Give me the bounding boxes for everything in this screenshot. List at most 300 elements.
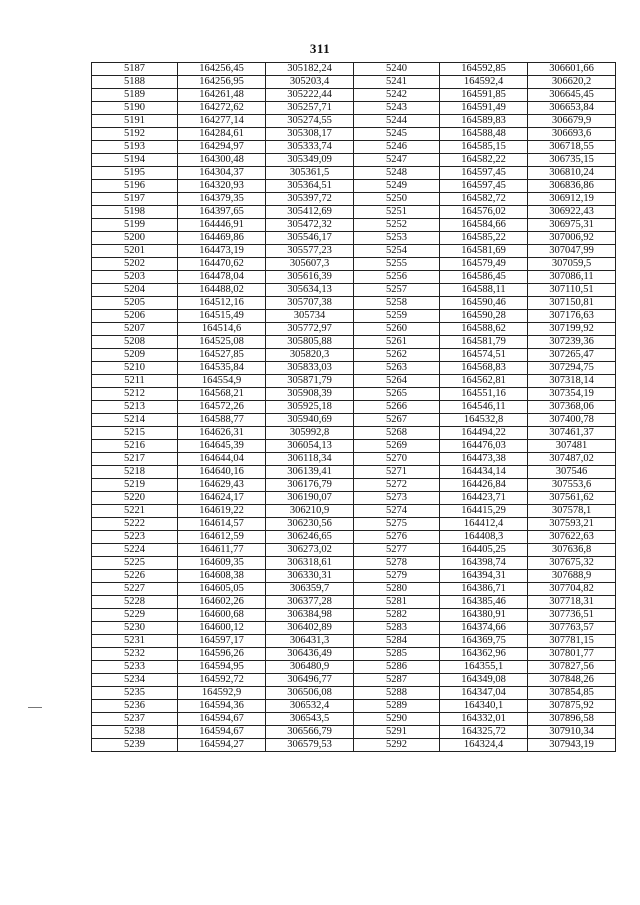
table-row (92, 596, 616, 609)
x-coordinate-cell: 164379,35 (178, 193, 266, 206)
table-row (92, 271, 616, 284)
x-coordinate-cell: 164423,71 (440, 492, 528, 505)
y-coordinate-cell: 306190,07 (266, 492, 354, 505)
point-number-cell: 5188 (92, 76, 178, 89)
point-number-cell: 5216 (92, 440, 178, 453)
y-coordinate-cell: 305772,97 (266, 323, 354, 336)
point-number-cell: 5209 (92, 349, 178, 362)
y-coordinate-cell: 306679,9 (528, 115, 616, 128)
table-row (92, 726, 616, 739)
table-row (92, 141, 616, 154)
table-row (92, 570, 616, 583)
point-number-cell: 5196 (92, 180, 178, 193)
x-coordinate-cell: 164320,93 (178, 180, 266, 193)
point-number-cell: 5203 (92, 271, 178, 284)
margin-mark (28, 707, 42, 708)
point-number-cell: 5254 (354, 245, 440, 258)
y-coordinate-cell: 307239,36 (528, 336, 616, 349)
point-number-cell: 5250 (354, 193, 440, 206)
x-coordinate-cell: 164640,16 (178, 466, 266, 479)
table-row (92, 687, 616, 700)
x-coordinate-cell: 164284,61 (178, 128, 266, 141)
table-row (92, 297, 616, 310)
y-coordinate-cell: 307546 (528, 466, 616, 479)
y-coordinate-cell: 306054,13 (266, 440, 354, 453)
y-coordinate-cell: 306384,98 (266, 609, 354, 622)
point-number-cell: 5187 (92, 63, 178, 76)
table-row (92, 375, 616, 388)
y-coordinate-cell: 305274,55 (266, 115, 354, 128)
x-coordinate-cell: 164611,77 (178, 544, 266, 557)
y-coordinate-cell: 305412,69 (266, 206, 354, 219)
point-number-cell: 5193 (92, 141, 178, 154)
y-coordinate-cell: 306601,66 (528, 63, 616, 76)
y-coordinate-cell: 306318,61 (266, 557, 354, 570)
point-number-cell: 5207 (92, 323, 178, 336)
y-coordinate-cell: 306176,79 (266, 479, 354, 492)
y-coordinate-cell: 305908,39 (266, 388, 354, 401)
x-coordinate-cell: 164600,12 (178, 622, 266, 635)
y-coordinate-cell: 307704,82 (528, 583, 616, 596)
x-coordinate-cell: 164592,4 (440, 76, 528, 89)
point-number-cell: 5272 (354, 479, 440, 492)
point-number-cell: 5229 (92, 609, 178, 622)
y-coordinate-cell: 305308,17 (266, 128, 354, 141)
point-number-cell: 5202 (92, 258, 178, 271)
point-number-cell: 5201 (92, 245, 178, 258)
x-coordinate-cell: 164582,22 (440, 154, 528, 167)
x-coordinate-cell: 164605,05 (178, 583, 266, 596)
y-coordinate-cell: 306718,55 (528, 141, 616, 154)
table-row (92, 648, 616, 661)
point-number-cell: 5208 (92, 336, 178, 349)
coordinates-table (91, 62, 616, 752)
point-number-cell: 5195 (92, 167, 178, 180)
x-coordinate-cell: 164591,49 (440, 102, 528, 115)
x-coordinate-cell: 164594,95 (178, 661, 266, 674)
y-coordinate-cell: 307561,62 (528, 492, 616, 505)
y-coordinate-cell: 307487,02 (528, 453, 616, 466)
y-coordinate-cell: 307086,11 (528, 271, 616, 284)
x-coordinate-cell: 164588,77 (178, 414, 266, 427)
y-coordinate-cell: 307553,6 (528, 479, 616, 492)
table-row (92, 219, 616, 232)
point-number-cell: 5252 (354, 219, 440, 232)
point-number-cell: 5268 (354, 427, 440, 440)
x-coordinate-cell: 164586,45 (440, 271, 528, 284)
y-coordinate-cell: 307150,81 (528, 297, 616, 310)
table-row (92, 427, 616, 440)
y-coordinate-cell: 306653,84 (528, 102, 616, 115)
x-coordinate-cell: 164397,65 (178, 206, 266, 219)
point-number-cell: 5246 (354, 141, 440, 154)
y-coordinate-cell: 306532,4 (266, 700, 354, 713)
x-coordinate-cell: 164588,48 (440, 128, 528, 141)
x-coordinate-cell: 164470,62 (178, 258, 266, 271)
point-number-cell: 5214 (92, 414, 178, 427)
x-coordinate-cell: 164514,6 (178, 323, 266, 336)
y-coordinate-cell: 306359,7 (266, 583, 354, 596)
x-coordinate-cell: 164374,66 (440, 622, 528, 635)
x-coordinate-cell: 164272,62 (178, 102, 266, 115)
point-number-cell: 5278 (354, 557, 440, 570)
x-coordinate-cell: 164562,81 (440, 375, 528, 388)
table-row (92, 479, 616, 492)
y-coordinate-cell: 306330,31 (266, 570, 354, 583)
point-number-cell: 5286 (354, 661, 440, 674)
y-coordinate-cell: 305833,03 (266, 362, 354, 375)
point-number-cell: 5204 (92, 284, 178, 297)
point-number-cell: 5238 (92, 726, 178, 739)
y-coordinate-cell: 307059,5 (528, 258, 616, 271)
table-row (92, 531, 616, 544)
x-coordinate-cell: 164408,3 (440, 531, 528, 544)
y-coordinate-cell: 306506,08 (266, 687, 354, 700)
y-coordinate-cell: 307199,92 (528, 323, 616, 336)
x-coordinate-cell: 164332,01 (440, 713, 528, 726)
point-number-cell: 5277 (354, 544, 440, 557)
x-coordinate-cell: 164619,22 (178, 505, 266, 518)
point-number-cell: 5263 (354, 362, 440, 375)
x-coordinate-cell: 164476,03 (440, 440, 528, 453)
y-coordinate-cell: 306735,15 (528, 154, 616, 167)
x-coordinate-cell: 164369,75 (440, 635, 528, 648)
x-coordinate-cell: 164362,96 (440, 648, 528, 661)
y-coordinate-cell: 307688,9 (528, 570, 616, 583)
point-number-cell: 5211 (92, 375, 178, 388)
y-coordinate-cell: 307943,19 (528, 739, 616, 752)
point-number-cell: 5253 (354, 232, 440, 245)
y-coordinate-cell: 305734 (266, 310, 354, 323)
y-coordinate-cell: 305333,74 (266, 141, 354, 154)
x-coordinate-cell: 164574,51 (440, 349, 528, 362)
y-coordinate-cell: 307400,78 (528, 414, 616, 427)
point-number-cell: 5261 (354, 336, 440, 349)
point-number-cell: 5267 (354, 414, 440, 427)
point-number-cell: 5276 (354, 531, 440, 544)
x-coordinate-cell: 164594,67 (178, 726, 266, 739)
point-number-cell: 5200 (92, 232, 178, 245)
x-coordinate-cell: 164398,74 (440, 557, 528, 570)
y-coordinate-cell: 305820,3 (266, 349, 354, 362)
y-coordinate-cell: 305634,13 (266, 284, 354, 297)
y-coordinate-cell: 306118,34 (266, 453, 354, 466)
y-coordinate-cell: 307047,99 (528, 245, 616, 258)
x-coordinate-cell: 164535,84 (178, 362, 266, 375)
x-coordinate-cell: 164572,26 (178, 401, 266, 414)
x-coordinate-cell: 164324,4 (440, 739, 528, 752)
point-number-cell: 5233 (92, 661, 178, 674)
point-number-cell: 5217 (92, 453, 178, 466)
point-number-cell: 5230 (92, 622, 178, 635)
point-number-cell: 5248 (354, 167, 440, 180)
y-coordinate-cell: 305349,09 (266, 154, 354, 167)
x-coordinate-cell: 164385,46 (440, 596, 528, 609)
point-number-cell: 5283 (354, 622, 440, 635)
y-coordinate-cell: 306975,31 (528, 219, 616, 232)
y-coordinate-cell: 305925,18 (266, 401, 354, 414)
x-coordinate-cell: 164551,16 (440, 388, 528, 401)
x-coordinate-cell: 164473,19 (178, 245, 266, 258)
point-number-cell: 5213 (92, 401, 178, 414)
point-number-cell: 5280 (354, 583, 440, 596)
y-coordinate-cell: 305361,5 (266, 167, 354, 180)
point-number-cell: 5259 (354, 310, 440, 323)
point-number-cell: 5255 (354, 258, 440, 271)
table-row (92, 661, 616, 674)
y-coordinate-cell: 307354,19 (528, 388, 616, 401)
point-number-cell: 5240 (354, 63, 440, 76)
y-coordinate-cell: 307294,75 (528, 362, 616, 375)
x-coordinate-cell: 164325,72 (440, 726, 528, 739)
point-number-cell: 5194 (92, 154, 178, 167)
point-number-cell: 5234 (92, 674, 178, 687)
table-row (92, 388, 616, 401)
point-number-cell: 5212 (92, 388, 178, 401)
y-coordinate-cell: 307718,31 (528, 596, 616, 609)
table-row (92, 557, 616, 570)
table-row (92, 102, 616, 115)
x-coordinate-cell: 164347,04 (440, 687, 528, 700)
x-coordinate-cell: 164380,91 (440, 609, 528, 622)
x-coordinate-cell: 164349,08 (440, 674, 528, 687)
table-row (92, 323, 616, 336)
x-coordinate-cell: 164597,45 (440, 180, 528, 193)
table-row (92, 401, 616, 414)
point-number-cell: 5226 (92, 570, 178, 583)
table-row (92, 76, 616, 89)
point-number-cell: 5220 (92, 492, 178, 505)
y-coordinate-cell: 307368,06 (528, 401, 616, 414)
point-number-cell: 5210 (92, 362, 178, 375)
y-coordinate-cell: 305257,71 (266, 102, 354, 115)
x-coordinate-cell: 164624,17 (178, 492, 266, 505)
y-coordinate-cell: 306566,79 (266, 726, 354, 739)
point-number-cell: 5205 (92, 297, 178, 310)
x-coordinate-cell: 164614,57 (178, 518, 266, 531)
x-coordinate-cell: 164340,1 (440, 700, 528, 713)
y-coordinate-cell: 307910,34 (528, 726, 616, 739)
y-coordinate-cell: 307578,1 (528, 505, 616, 518)
y-coordinate-cell: 306543,5 (266, 713, 354, 726)
x-coordinate-cell: 164594,36 (178, 700, 266, 713)
point-number-cell: 5290 (354, 713, 440, 726)
y-coordinate-cell: 307763,57 (528, 622, 616, 635)
x-coordinate-cell: 164488,02 (178, 284, 266, 297)
table-row (92, 362, 616, 375)
table-row (92, 336, 616, 349)
point-number-cell: 5198 (92, 206, 178, 219)
point-number-cell: 5265 (354, 388, 440, 401)
point-number-cell: 5289 (354, 700, 440, 713)
table-row (92, 310, 616, 323)
y-coordinate-cell: 306139,41 (266, 466, 354, 479)
table-row (92, 180, 616, 193)
point-number-cell: 5284 (354, 635, 440, 648)
point-number-cell: 5243 (354, 102, 440, 115)
point-number-cell: 5288 (354, 687, 440, 700)
x-coordinate-cell: 164525,08 (178, 336, 266, 349)
x-coordinate-cell: 164592,72 (178, 674, 266, 687)
x-coordinate-cell: 164568,83 (440, 362, 528, 375)
point-number-cell: 5260 (354, 323, 440, 336)
x-coordinate-cell: 164612,59 (178, 531, 266, 544)
point-number-cell: 5274 (354, 505, 440, 518)
y-coordinate-cell: 306645,45 (528, 89, 616, 102)
point-number-cell: 5245 (354, 128, 440, 141)
x-coordinate-cell: 164596,26 (178, 648, 266, 661)
y-coordinate-cell: 306579,53 (266, 739, 354, 752)
point-number-cell: 5269 (354, 440, 440, 453)
x-coordinate-cell: 164594,67 (178, 713, 266, 726)
y-coordinate-cell: 305871,79 (266, 375, 354, 388)
point-number-cell: 5189 (92, 89, 178, 102)
coordinates-table-body (92, 63, 616, 752)
point-number-cell: 5275 (354, 518, 440, 531)
table-row (92, 518, 616, 531)
y-coordinate-cell: 306377,28 (266, 596, 354, 609)
y-coordinate-cell: 306230,56 (266, 518, 354, 531)
y-coordinate-cell: 307318,14 (528, 375, 616, 388)
x-coordinate-cell: 164597,45 (440, 167, 528, 180)
y-coordinate-cell: 307736,51 (528, 609, 616, 622)
x-coordinate-cell: 164588,11 (440, 284, 528, 297)
y-coordinate-cell: 306922,43 (528, 206, 616, 219)
y-coordinate-cell: 305607,3 (266, 258, 354, 271)
point-number-cell: 5228 (92, 596, 178, 609)
table-row (92, 414, 616, 427)
y-coordinate-cell: 307176,63 (528, 310, 616, 323)
point-number-cell: 5197 (92, 193, 178, 206)
x-coordinate-cell: 164568,21 (178, 388, 266, 401)
x-coordinate-cell: 164469,86 (178, 232, 266, 245)
x-coordinate-cell: 164592,85 (440, 63, 528, 76)
y-coordinate-cell: 305472,32 (266, 219, 354, 232)
x-coordinate-cell: 164579,49 (440, 258, 528, 271)
y-coordinate-cell: 307265,47 (528, 349, 616, 362)
y-coordinate-cell: 307854,85 (528, 687, 616, 700)
point-number-cell: 5282 (354, 609, 440, 622)
x-coordinate-cell: 164256,45 (178, 63, 266, 76)
point-number-cell: 5225 (92, 557, 178, 570)
table-row (92, 258, 616, 271)
x-coordinate-cell: 164256,95 (178, 76, 266, 89)
table-row (92, 466, 616, 479)
point-number-cell: 5266 (354, 401, 440, 414)
point-number-cell: 5247 (354, 154, 440, 167)
point-number-cell: 5199 (92, 219, 178, 232)
y-coordinate-cell: 307801,77 (528, 648, 616, 661)
y-coordinate-cell: 306912,19 (528, 193, 616, 206)
point-number-cell: 5190 (92, 102, 178, 115)
y-coordinate-cell: 306431,3 (266, 635, 354, 648)
point-number-cell: 5223 (92, 531, 178, 544)
table-row (92, 89, 616, 102)
point-number-cell: 5227 (92, 583, 178, 596)
point-number-cell: 5192 (92, 128, 178, 141)
x-coordinate-cell: 164494,22 (440, 427, 528, 440)
table-row (92, 128, 616, 141)
x-coordinate-cell: 164554,9 (178, 375, 266, 388)
x-coordinate-cell: 164386,71 (440, 583, 528, 596)
y-coordinate-cell: 307636,8 (528, 544, 616, 557)
x-coordinate-cell: 164405,25 (440, 544, 528, 557)
y-coordinate-cell: 305546,17 (266, 232, 354, 245)
point-number-cell: 5237 (92, 713, 178, 726)
table-row (92, 505, 616, 518)
x-coordinate-cell: 164434,14 (440, 466, 528, 479)
y-coordinate-cell: 306810,24 (528, 167, 616, 180)
point-number-cell: 5215 (92, 427, 178, 440)
point-number-cell: 5232 (92, 648, 178, 661)
y-coordinate-cell: 306836,86 (528, 180, 616, 193)
x-coordinate-cell: 164415,29 (440, 505, 528, 518)
y-coordinate-cell: 305364,51 (266, 180, 354, 193)
table-row (92, 713, 616, 726)
table-row (92, 154, 616, 167)
y-coordinate-cell: 307110,51 (528, 284, 616, 297)
point-number-cell: 5231 (92, 635, 178, 648)
x-coordinate-cell: 164582,72 (440, 193, 528, 206)
y-coordinate-cell: 305805,88 (266, 336, 354, 349)
x-coordinate-cell: 164478,04 (178, 271, 266, 284)
point-number-cell: 5206 (92, 310, 178, 323)
point-number-cell: 5273 (354, 492, 440, 505)
x-coordinate-cell: 164626,31 (178, 427, 266, 440)
point-number-cell: 5256 (354, 271, 440, 284)
y-coordinate-cell: 305577,23 (266, 245, 354, 258)
point-number-cell: 5241 (354, 76, 440, 89)
x-coordinate-cell: 164645,39 (178, 440, 266, 453)
table-row (92, 453, 616, 466)
x-coordinate-cell: 164527,85 (178, 349, 266, 362)
x-coordinate-cell: 164394,31 (440, 570, 528, 583)
x-coordinate-cell: 164355,1 (440, 661, 528, 674)
page-number: 311 (309, 41, 331, 56)
x-coordinate-cell: 164532,8 (440, 414, 528, 427)
point-number-cell: 5291 (354, 726, 440, 739)
point-number-cell: 5221 (92, 505, 178, 518)
x-coordinate-cell: 164581,69 (440, 245, 528, 258)
y-coordinate-cell: 307848,26 (528, 674, 616, 687)
x-coordinate-cell: 164590,46 (440, 297, 528, 310)
x-coordinate-cell: 164629,43 (178, 479, 266, 492)
table-row (92, 440, 616, 453)
point-number-cell: 5285 (354, 648, 440, 661)
y-coordinate-cell: 307461,37 (528, 427, 616, 440)
table-row (92, 167, 616, 180)
table-row (92, 739, 616, 752)
point-number-cell: 5224 (92, 544, 178, 557)
x-coordinate-cell: 164600,68 (178, 609, 266, 622)
table-row (92, 206, 616, 219)
point-number-cell: 5191 (92, 115, 178, 128)
x-coordinate-cell: 164585,15 (440, 141, 528, 154)
point-number-cell: 5270 (354, 453, 440, 466)
table-row (92, 609, 616, 622)
x-coordinate-cell: 164515,49 (178, 310, 266, 323)
y-coordinate-cell: 306273,02 (266, 544, 354, 557)
table-row (92, 583, 616, 596)
point-number-cell: 5236 (92, 700, 178, 713)
y-coordinate-cell: 306402,89 (266, 622, 354, 635)
x-coordinate-cell: 164591,85 (440, 89, 528, 102)
y-coordinate-cell: 305222,44 (266, 89, 354, 102)
x-coordinate-cell: 164473,38 (440, 453, 528, 466)
y-coordinate-cell: 307622,63 (528, 531, 616, 544)
y-coordinate-cell: 306693,6 (528, 128, 616, 141)
x-coordinate-cell: 164590,28 (440, 310, 528, 323)
